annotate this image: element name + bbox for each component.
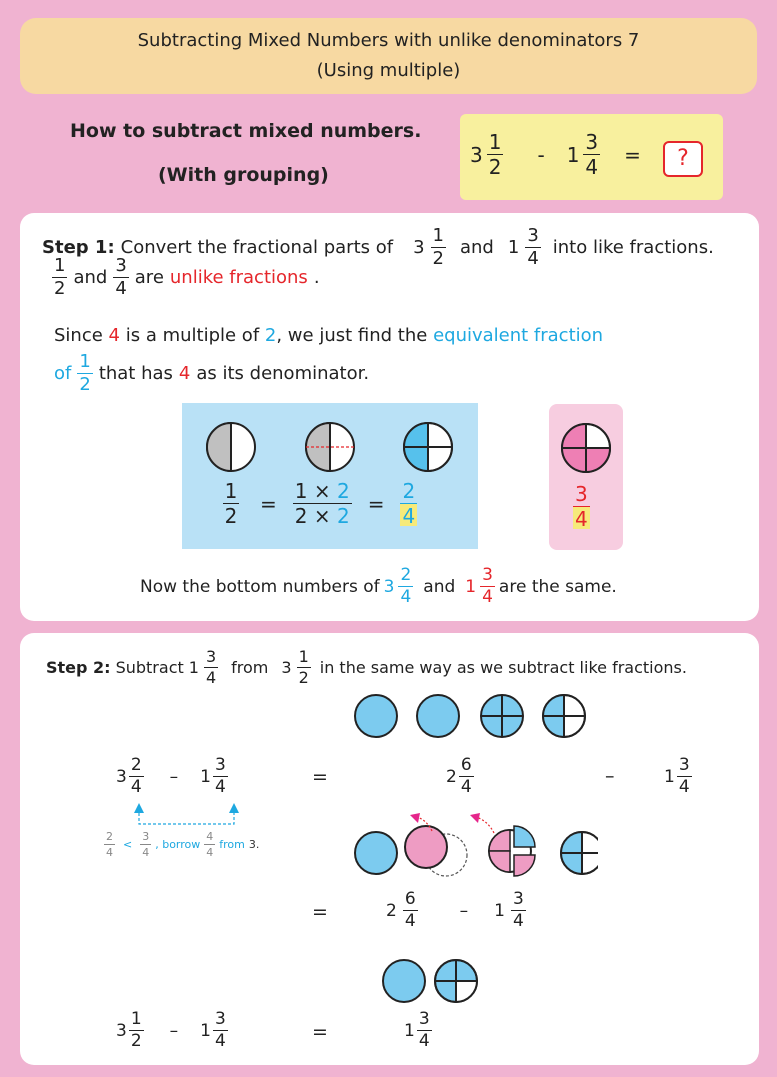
title-banner: [20, 18, 757, 94]
row1-left-expression: 3 $\frac{2}{4}$ – 1 $\frac{3}{4}$: [116, 755, 226, 797]
step1-panel: [20, 213, 759, 621]
pink-quarters-circle-icon: [489, 826, 535, 876]
step1-line3: Since 4 is a multiple of 2, we just find the equivalent fraction: [54, 325, 604, 346]
equivalence-box: [182, 403, 478, 549]
whole-circle-icon: [355, 832, 397, 874]
three-quarters-circle-icon: [560, 422, 612, 474]
step1-fraction-b: $\frac{3}{4}$: [527, 225, 539, 269]
whole-circle-icon: [417, 695, 459, 737]
problem-b-whole: 1: [566, 142, 580, 167]
step2-label: Step 2:: [46, 658, 111, 677]
two-quarters-circle-icon: [543, 695, 585, 737]
comparison-arrows: [130, 801, 240, 829]
row3-circles: [380, 957, 484, 1005]
step1-fraction-a: $\frac{1}{2}$: [432, 225, 444, 269]
pink-fraction-box: $\frac{3}{4}$: [549, 404, 623, 550]
equivalence-equation: $\frac{1}{2}$ = $\frac{1 \times 2}{2 \times 2}$ = $\frac{2}{4}$: [224, 479, 416, 528]
problem-a-fraction: $\frac{1}{2}$: [488, 130, 502, 179]
problem-equals: =: [624, 142, 641, 167]
intro-line-2: (With grouping): [158, 164, 329, 186]
equivalent-fraction-term: equivalent fraction: [433, 325, 604, 346]
answer-unknown-box: ?: [663, 141, 703, 177]
row3-left-expression: 3 $\frac{1}{2}$ – 1 $\frac{3}{4}$: [116, 1009, 226, 1051]
fraction-circles: [182, 403, 478, 473]
row2-expression: 2 $\frac{6}{4}$ – 1 $\frac{3}{4}$: [386, 889, 524, 931]
step1-line2: $\frac{1}{2}$ and $\frac{3}{4}$ are unlike fractions .: [54, 255, 320, 299]
whole-circle-icon: [383, 960, 425, 1002]
four-quarters-circle-icon: [481, 695, 523, 737]
row1-right-subtrahend: 1 $\frac{3}{4}$: [664, 755, 690, 797]
row1-right-minus: –: [605, 765, 615, 787]
half-shaded-circle-icon: [207, 423, 255, 471]
move-arrow-icon: [470, 813, 494, 833]
row3-equals: =: [312, 1021, 328, 1043]
page-subtitle: (Using multiple): [316, 60, 461, 81]
row1-circles: [350, 691, 590, 741]
problem-expression: [470, 132, 669, 177]
problem-a-whole: 3: [470, 142, 483, 167]
problem-b-fraction: $\frac{3}{4}$: [585, 130, 599, 179]
step1-label: Step 1:: [42, 237, 115, 258]
step1-line1: Step 1: Convert the fractional parts of 3 $\frac{1}{2}$ and 1 $\frac{3}{4}$ into like fractions.: [42, 225, 714, 269]
row2-equals: =: [312, 901, 328, 923]
three-quarters-blue-circle-icon: [435, 960, 477, 1002]
pink-whole-circle-icon: [405, 826, 447, 868]
problem-box: [460, 114, 723, 200]
unlike-fractions-term: unlike fractions: [169, 267, 308, 288]
step2-line1: Step 2: Subtract 1 $\frac{3}{4}$ from 3 $\frac{1}{2}$ in the same way as we subtract like fractions.: [46, 647, 687, 687]
step1-conclusion: Now the bottom numbers of 3 $\frac{2}{4}$ and 1 $\frac{3}{4}$ are the same.: [140, 565, 617, 607]
two-quarters-circle-icon: [561, 832, 598, 874]
whole-circle-icon: [355, 695, 397, 737]
problem-minus: -: [537, 142, 545, 167]
two-quarters-circle-icon: [404, 423, 452, 471]
row1-equals: =: [312, 766, 328, 788]
row3-result: 1 $\frac{3}{4}$: [404, 1009, 430, 1051]
half-split-circle-icon: [306, 423, 354, 471]
row1-right-minuend: 2 $\frac{6}{4}$: [446, 755, 472, 797]
page-title: Subtracting Mixed Numbers with unlike denominators 7: [137, 30, 640, 51]
borrow-note: $\frac{2}{4}$ < $\frac{3}{4}$ , borrow $\frac{4}{4}$ from 3.: [106, 830, 260, 859]
step2-panel: [20, 633, 759, 1065]
row2-circles: [348, 811, 598, 881]
intro-line-1: How to subtract mixed numbers.: [70, 120, 422, 142]
step1-line4: of $\frac{1}{2}$ that has 4 as its denominator.: [54, 351, 370, 395]
